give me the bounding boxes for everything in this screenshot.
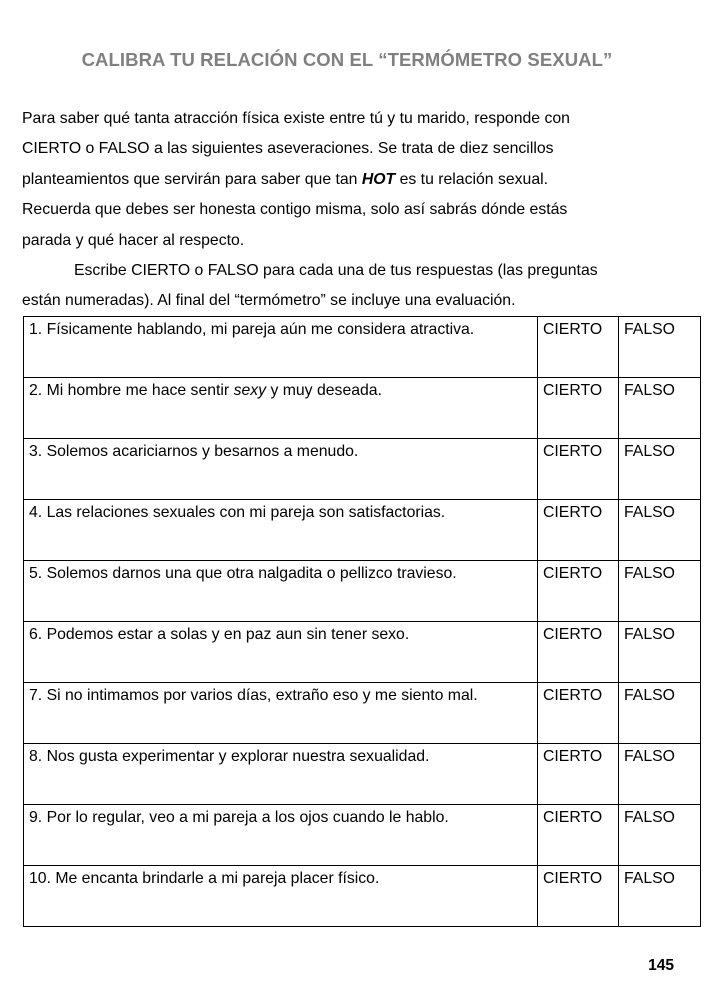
table-row [24, 378, 701, 439]
option-cierto[interactable]: CIERTO [538, 378, 619, 439]
option-falso[interactable]: FALSO [619, 561, 701, 622]
intro-line: parada y qué hacer al respecto. [22, 231, 245, 249]
option-cierto[interactable]: CIERTO [538, 561, 619, 622]
question-text: 5. Solemos darnos una que otra nalgadita o pellizco travieso. [24, 561, 538, 622]
question-text: 10. Me encanta brindarle a mi pareja placer físico. [24, 866, 538, 927]
intro-line [22, 165, 702, 195]
quiz-table [23, 316, 701, 927]
option-falso[interactable]: FALSO [619, 500, 701, 561]
intro-text: planteamientos que servirán para saber que tan [22, 170, 362, 188]
option-cierto[interactable]: CIERTO [538, 500, 619, 561]
option-cierto[interactable]: CIERTO [538, 866, 619, 927]
option-cierto[interactable]: CIERTO [538, 317, 619, 378]
table-row [24, 683, 701, 744]
intro-line: CIERTO o FALSO a las siguientes aseveraciones. Se trata de diez sencillos [22, 140, 554, 158]
table-row [24, 317, 701, 378]
question-text-part: 2. Mi hombre me hace sentir [29, 382, 234, 399]
table-row [24, 805, 701, 866]
question-text: 9. Por lo regular, veo a mi pareja a los ojos cuando le hablo. [24, 805, 538, 866]
option-cierto[interactable]: CIERTO [538, 744, 619, 805]
option-falso[interactable]: FALSO [619, 805, 701, 866]
table-row [24, 744, 701, 805]
question-text: 8. Nos gusta experimentar y explorar nuestra sexualidad. [24, 744, 538, 805]
table-row [24, 622, 701, 683]
intro-paragraph [22, 104, 702, 317]
question-text-part: y muy deseada. [266, 382, 382, 399]
intro-line: Recuerda que debes ser honesta contigo misma, solo así sabrás dónde estás [22, 201, 568, 219]
page-number: 145 [648, 957, 674, 974]
question-text: 7. Si no intimamos por varios días, extraño eso y me siento mal. [24, 683, 538, 744]
option-falso[interactable]: FALSO [619, 683, 701, 744]
table-row [24, 439, 701, 500]
question-text: 3. Solemos acariciarnos y besarnos a menudo. [24, 439, 538, 500]
page-title: CALIBRA TU RELACIÓN CON EL “TERMÓMETRO SEXUAL” [81, 49, 613, 70]
question-text: 4. Las relaciones sexuales con mi pareja son satisfactorias. [24, 500, 538, 561]
sexy-emphasis: sexy [233, 382, 267, 399]
option-falso[interactable]: FALSO [619, 622, 701, 683]
table-row [24, 866, 701, 927]
intro-line: están numeradas). Al final del “termómetro” se incluye una evaluación. [22, 292, 516, 310]
table-row [24, 500, 701, 561]
option-falso[interactable]: FALSO [619, 744, 701, 805]
intro-line: Escribe CIERTO o FALSO para cada una de tus respuestas (las preguntas [74, 262, 598, 280]
table-row [24, 561, 701, 622]
option-falso[interactable]: FALSO [619, 378, 701, 439]
option-cierto[interactable]: CIERTO [538, 805, 619, 866]
option-cierto[interactable]: CIERTO [538, 622, 619, 683]
question-text: 1. Físicamente hablando, mi pareja aún me considera atractiva. [24, 317, 538, 378]
question-text [24, 378, 538, 439]
question-text: 6. Podemos estar a solas y en paz aun sin tener sexo. [24, 622, 538, 683]
option-cierto[interactable]: CIERTO [538, 439, 619, 500]
option-falso[interactable]: FALSO [619, 866, 701, 927]
option-falso[interactable]: FALSO [619, 317, 701, 378]
intro-text: es tu relación sexual. [395, 170, 549, 188]
option-falso[interactable]: FALSO [619, 439, 701, 500]
intro-line: Para saber qué tanta atracción física existe entre tú y tu marido, responde con [22, 110, 570, 127]
hot-emphasis: HOT [361, 170, 396, 188]
option-cierto[interactable]: CIERTO [538, 683, 619, 744]
